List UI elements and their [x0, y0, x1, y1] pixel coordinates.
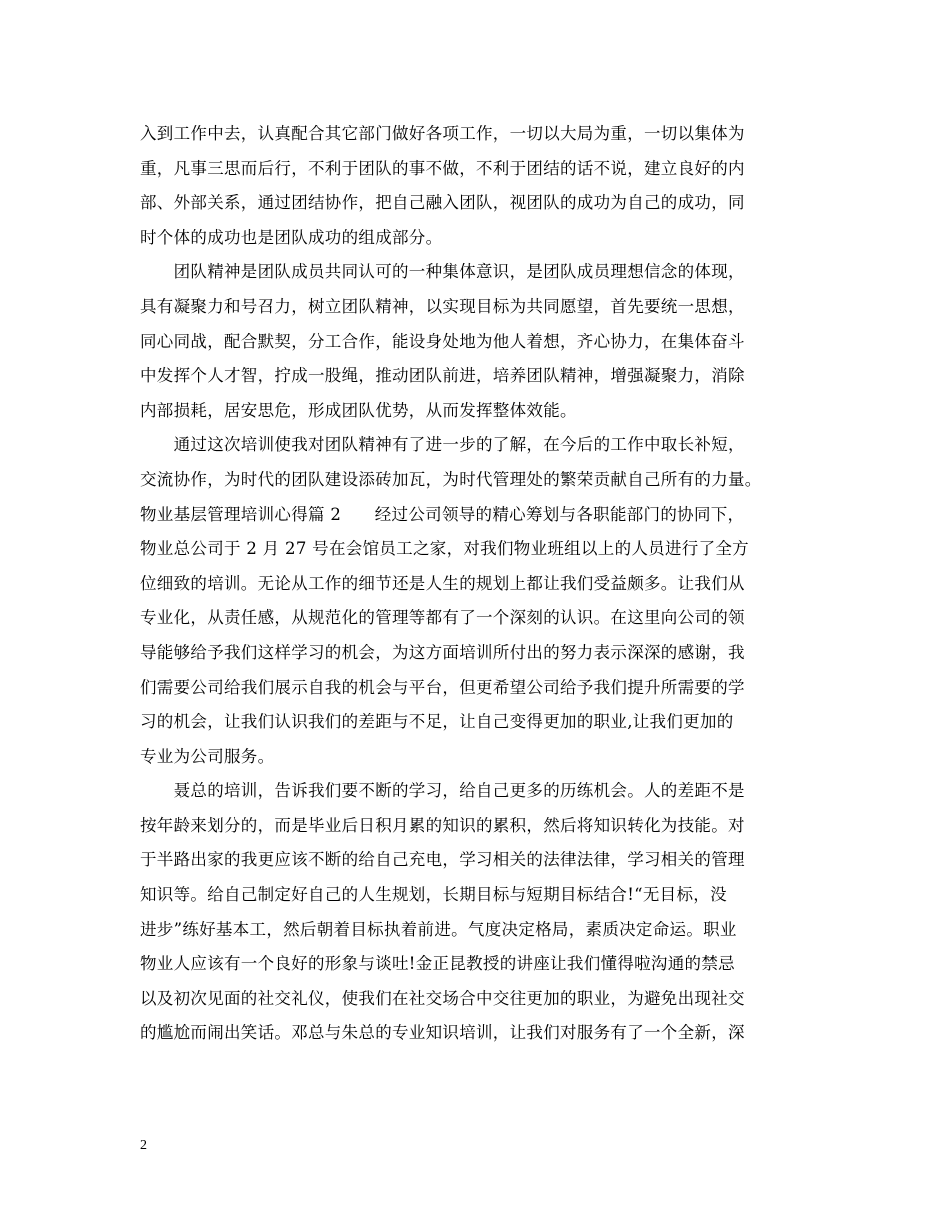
text-line: 习的机会，让我们认识我们的差距与不足，让自己变得更加的职业,让我们更加的: [140, 712, 734, 732]
text-line: 交流协作，为时代的团队建设添砖加瓦，为时代管理处的繁荣贡献自己所有的力量。: [140, 469, 762, 489]
text-line: 以及初次见面的社交礼仪，使我们在社交场合中交往更加的职业，为避免出现社交: [140, 988, 745, 1008]
text-line: 位细致的培训。无论从工作的细节还是人生的规划上都让我们受益颇多。让我们从: [140, 573, 745, 593]
text-line: 们需要公司给我们展示自我的机会与平台，但更希望公司给予我们提升所需要的学: [140, 677, 745, 697]
text-line: 的尴尬而闹出笑话。邓总与朱总的专业知识培训，让我们对服务有了一个全新，深: [140, 1023, 745, 1043]
text-line: 聂总的培训，告诉我们要不断的学习，给自己更多的历练机会。人的差距不是: [140, 781, 745, 801]
text-line: 于半路出家的我更应该不断的给自己充电，学习相关的法律法律，学习相关的管理: [140, 850, 745, 870]
text-line: 物业总公司于 2 月 27 号在会馆员工之家，对我们物业班组以上的人员进行了全方: [140, 539, 749, 559]
body-text: [140, 117, 812, 1051]
page-number: 2: [140, 1138, 147, 1153]
text-line: 专业化，从责任感，从规范化的管理等都有了一个深刻的认识。在这里向公司的领: [140, 608, 745, 628]
text-line: 专业为公司服务。: [140, 746, 275, 766]
text-line: 物业人应该有一个良好的形象与谈吐!金正昆教授的讲座让我们懂得啦沟通的禁忌: [140, 954, 735, 974]
text-line: 按年龄来划分的，而是毕业后日积月累的知识的累积，然后将知识转化为技能。对: [140, 815, 745, 835]
text-line: 通过这次培训使我对团队精神有了进一步的了解，在今后的工作中取长补短，: [140, 435, 745, 455]
text-line: 入到工作中去，认真配合其它部门做好各项工作，一切以大局为重，一切以集体为: [140, 124, 745, 143]
text-line: 导能够给予我们这样学习的机会，为这方面培训所付出的努力表示深深的感谢，我: [140, 642, 745, 662]
text-line: 时个体的成功也是团队成功的组成部分。: [140, 227, 443, 247]
text-line: 部、外部关系，通过团结协作，把自己融入团队，视团队的成功为自己的成功，同: [140, 193, 745, 213]
text-line: 中发挥个人才智，拧成一股绳，推动团队前进，培养团队精神，增强凝聚力，消除: [140, 366, 745, 386]
text-line: 重，凡事三思而后行，不利于团队的事不做，不利于团结的话不说，建立良好的内: [140, 158, 745, 178]
text-line: 内部损耗，居安思危，形成团队优势，从而发挥整体效能。: [140, 400, 577, 420]
text-line: 同心同战，配合默契，分工合作，能设身处地为他人着想，齐心协力，在集体奋斗: [140, 331, 745, 351]
text-line: 物业基层管理培训心得篇 2 经过公司领导的精心筹划与各职能部门的协同下，: [140, 504, 745, 524]
text-line: 具有凝聚力和号召力，树立团队精神，以实现目标为共同愿望，首先要统一思想，: [140, 296, 745, 316]
text-line: 知识等。给自己制定好自己的人生规划，长期目标与短期目标结合!“无目标，没: [140, 885, 727, 905]
text-line: 团队精神是团队成员共同认可的一种集体意识，是团队成员理想信念的体现，: [140, 262, 745, 282]
text-line: 进步”练好基本工，然后朝着目标执着前进。气度决定格局，素质决定命运。职业: [140, 919, 737, 939]
